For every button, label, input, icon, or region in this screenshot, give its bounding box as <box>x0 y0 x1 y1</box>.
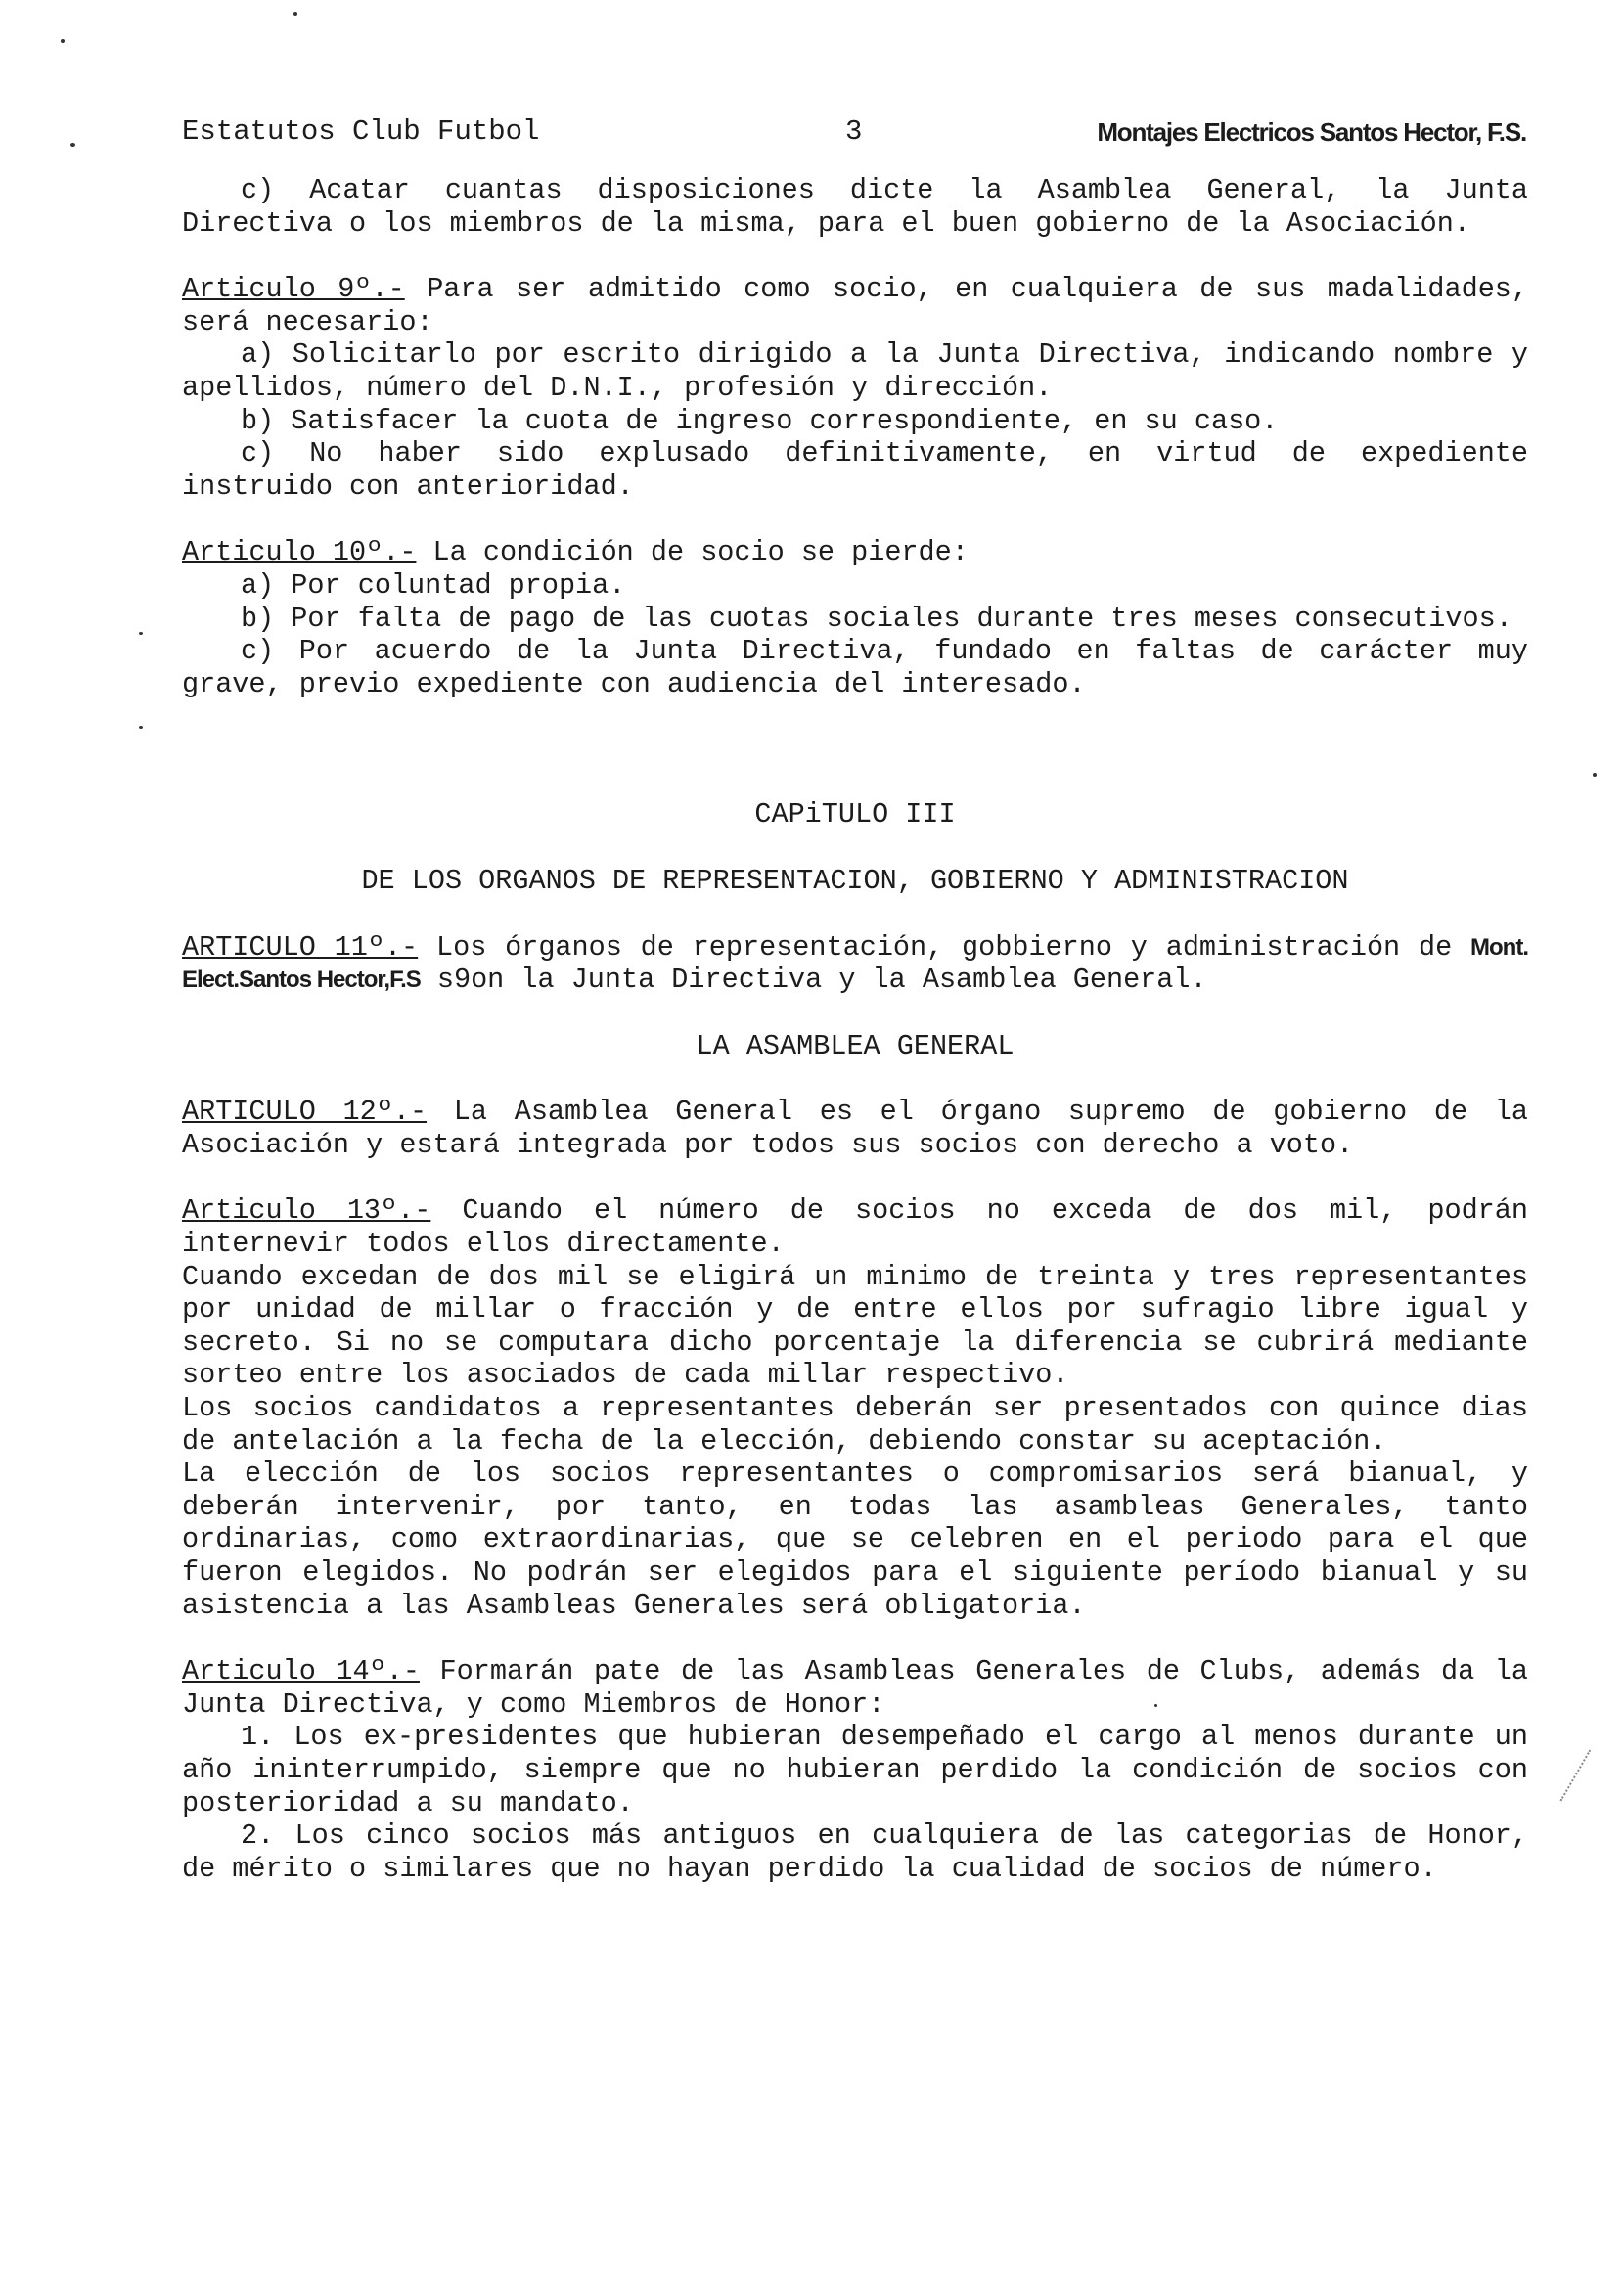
article-10-text: La condición de socio se pierde: <box>416 536 969 569</box>
article-14-item-1: 1. Los ex-presidentes que hubieran desempeñado el cargo al menos durante un año ininterrumpido, siempre que no hubieran perdido la condición de socios con posterioridad a su mandato. <box>182 1721 1546 1819</box>
scan-speck <box>70 143 75 147</box>
article-12-text: La Asamblea General es el órgano supremo de gobierno de la Asociación y estará integrada por todos sus socios con derecho a voto. <box>182 1096 1546 1161</box>
chapter-title: DE LOS ORGANOS DE REPRESENTACION, GOBIERNO Y ADMINISTRACION <box>361 864 1349 897</box>
article-12 <box>182 1096 1546 1161</box>
paragraph-obligation-c: c) Acatar cuantas disposiciones dicte la Asamblea General, la Junta Directiva o los miembros de la misma, para el buen gobierno de la Asociación. <box>182 174 1546 240</box>
article-14 <box>182 1655 1546 1721</box>
article-11 <box>182 930 1534 997</box>
scan-speck <box>61 39 65 43</box>
article-13-paragraph-4: La elección de los socios representantes o compromisarios será bianual, y deberán intervenir, por tanto, en todas las asambleas Generales, tanto ordinarias, como extraordinarias, que se celebren en el periodo para el que fueron elegidos. No podrán ser elegidos para el siguiente período bianual y su asistencia a las Asambleas Generales será obligatoria. <box>182 1458 1546 1622</box>
article-13-text: Cuando el número de socios no exceda de dos mil, podrán internevir todos ellos directamente. <box>182 1194 1546 1261</box>
article-10 <box>182 536 1528 569</box>
article-14-item-2: 2. Los cinco socios más antiguos en cualquiera de las categorias de Honor, de mérito o similares que no hayan perdido la cualidad de socios de número. <box>182 1819 1546 1885</box>
article-10-item-b: b) Por falta de pago de las cuotas sociales durante tres meses consecutivos. <box>241 602 1512 635</box>
article-11-label: ARTICULO 11º.- <box>182 930 419 964</box>
scan-mark <box>1559 1750 1607 1812</box>
article-12-label: ARTICULO 12º.- <box>182 1096 428 1129</box>
scan-speck <box>293 12 297 16</box>
header-title: Estatutos Club Futbol <box>182 115 540 148</box>
page-number: 3 <box>845 115 863 148</box>
article-10-label: Articulo 10º.- <box>182 536 417 569</box>
article-9-item-b: b) Satisfacer la cuota de ingreso correspondiente, en su caso. <box>241 404 1279 437</box>
article-9-item-c: c) No haber sido explusado definitivamente, en virtud de expediente instruido con anterioridad. <box>182 437 1546 503</box>
chapter-heading: CAPiTULO III <box>754 798 956 831</box>
article-13-paragraph-2: Cuando excedan de dos mil se eligirá un minimo de treinta y tres representantes por unidad de millar o fracción y de entre ellos por sufragio libre igual y secreto. Si no se computara dicho porcentaje la diferencia se cubrirá mediante sorteo entre los asociados de cada millar respectivo. <box>182 1260 1546 1392</box>
article-11-text-b: s9on la Junta Directiva y la Asamblea General. <box>420 964 1207 997</box>
header-club-name: Montajes Electricos Santos Hector, F.S. <box>1097 117 1526 147</box>
page-header <box>182 115 1526 155</box>
article-10-item-a: a) Por coluntad propia. <box>241 568 626 602</box>
article-9-label: Articulo 9º.- <box>182 273 405 306</box>
article-13-paragraph-3: Los socios candidatos a representantes deberán ser presentados con quince dias de antelación a la fecha de la elección, debiendo constar su aceptación. <box>182 1392 1546 1458</box>
article-13-label: Articulo 13º.- <box>182 1194 431 1228</box>
document-body <box>182 174 1546 1885</box>
article-9-item-a: a) Solicitarlo por escrito dirigido a la Junta Directiva, indicando nombre y apellidos, número del D.N.I., profesión y dirección. <box>182 338 1546 404</box>
article-13 <box>182 1194 1546 1261</box>
article-14-label: Articulo 14º.- <box>182 1655 420 1688</box>
scan-speck <box>139 726 143 729</box>
article-14-text: Formarán pate de las Asambleas Generales de Clubs, además da la Junta Directiva, y como Miembros de Honor: <box>182 1655 1546 1721</box>
section-title: LA ASAMBLEA GENERAL <box>696 1029 1015 1062</box>
article-9 <box>182 273 1546 338</box>
scan-speck <box>139 632 143 635</box>
article-11-club-name: Mont. Elect.Santos Hector,F.S <box>182 933 1534 994</box>
article-10-item-c: c) Por acuerdo de la Junta Directiva, fundado en faltas de carácter muy grave, previo expediente con audiencia del interesado. <box>182 635 1546 700</box>
article-11-text-a: Los órganos de representación, gobbierno y administración de <box>418 930 1471 964</box>
scan-speck <box>1593 773 1597 777</box>
article-9-text: Para ser admitido como socio, en cualquiera de sus madalidades, será necesario: <box>182 273 1546 338</box>
